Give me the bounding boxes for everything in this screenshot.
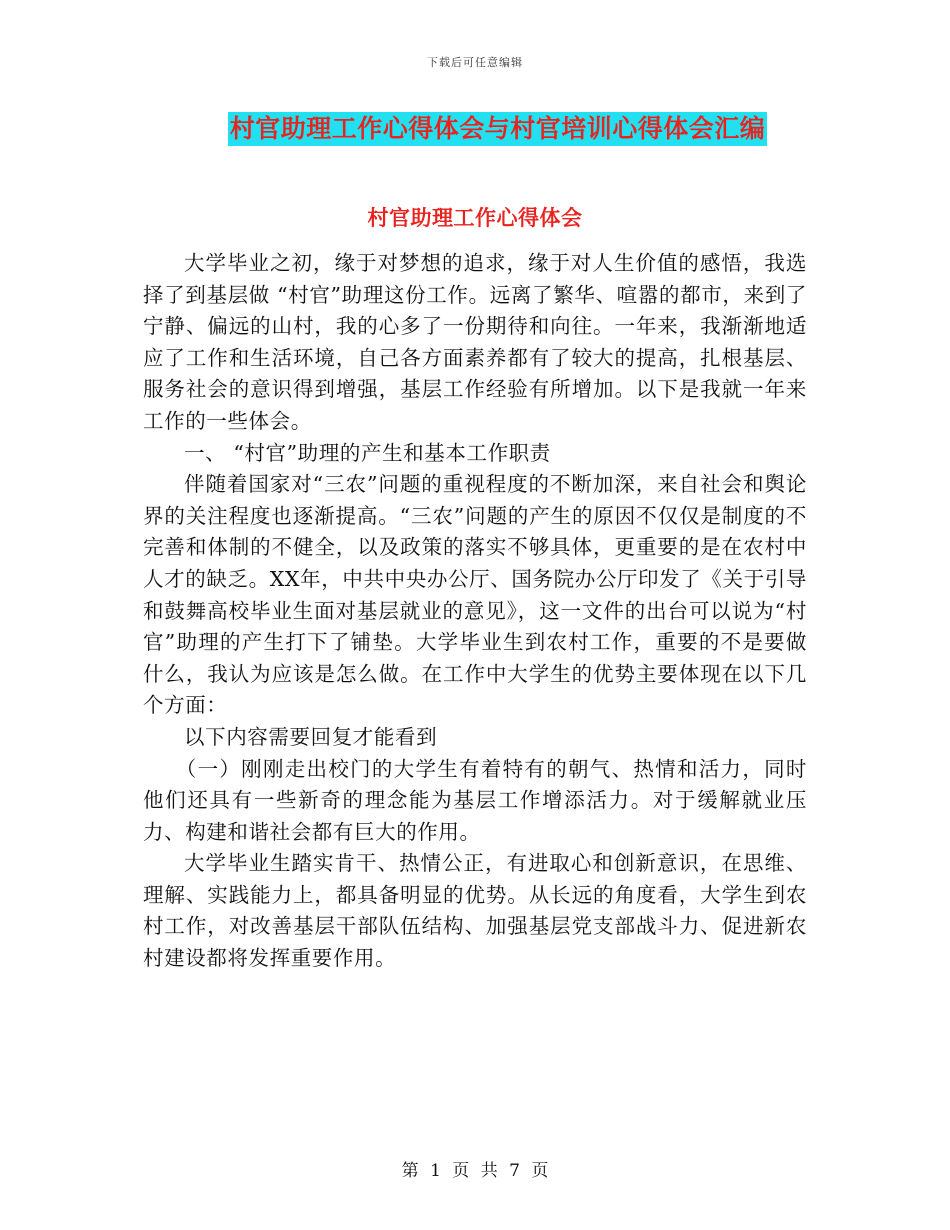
paragraph-reply-notice: 以下内容需要回复才能看到	[184, 724, 438, 749]
paragraph-point-one: （一）刚刚走出校门的大学生有着特有的朝气、热情和活力，同时他们还具有一些新奇的理念能为基层工作增添活力。对于缓解就业压力、构建和谐社会都有巨大的作用。	[143, 756, 807, 844]
document-body	[143, 248, 807, 975]
header-note: 下载后可任意编辑	[427, 56, 523, 69]
main-title-container	[0, 112, 950, 146]
page-footer: 第 1 页 共 7 页	[401, 1161, 549, 1181]
paragraph-background: 伴随着国家对“三农”问题的重视程度的不断加深，来自社会和舆论界的关注程度也逐渐提高。“三农”问题的产生的原因不仅仅是制度的不完善和体制的不健全，以及政策的落实不够具体，更重要的是在农村中人才的缺乏。XX年，中共中央办公厅、国务院办公厅印发了《关于引导和鼓舞高校毕业生面对基层就业的意见》，这一文件的出台可以说为“村官”助理的产生打下了铺垫。大学毕业生到农村工作，重要的不是要做什么，我认为应该是怎么做。在工作中大学生的优势主要体现在以下几个方面：	[143, 472, 807, 718]
section-title: 村官助理工作心得体会	[367, 205, 583, 230]
paragraph-intro: 大学毕业之初，缘于对梦想的追求，缘于对人生价值的感悟，我选择了到基层做 “村官”助理这份工作。远离了繁华、喧嚣的都市，来到了宁静、偏远的山村，我的心多了一份期待和向往。一年来，我渐渐地适应了工作和生活环境，自己各方面素养都有了较大的提高，扎根基层、服务社会的意识得到增强，基层工作经验有所增加。以下是我就一年来工作的一些体会。	[143, 251, 807, 433]
paragraph-advantages: 大学毕业生踏实肯干、热情公正，有进取心和创新意识，在思维、理解、实践能力上，都具备明显的优势。从长远的角度看，大学生到农村工作，对改善基层干部队伍结构、加强基层党支部战斗力、促进新农村建设都将发挥重要作用。	[143, 851, 807, 971]
main-title: 村官助理工作心得体会与村官培训心得体会汇编	[228, 112, 768, 146]
paragraph-heading-one: 一、 “村官”助理的产生和基本工作职责	[184, 440, 551, 465]
